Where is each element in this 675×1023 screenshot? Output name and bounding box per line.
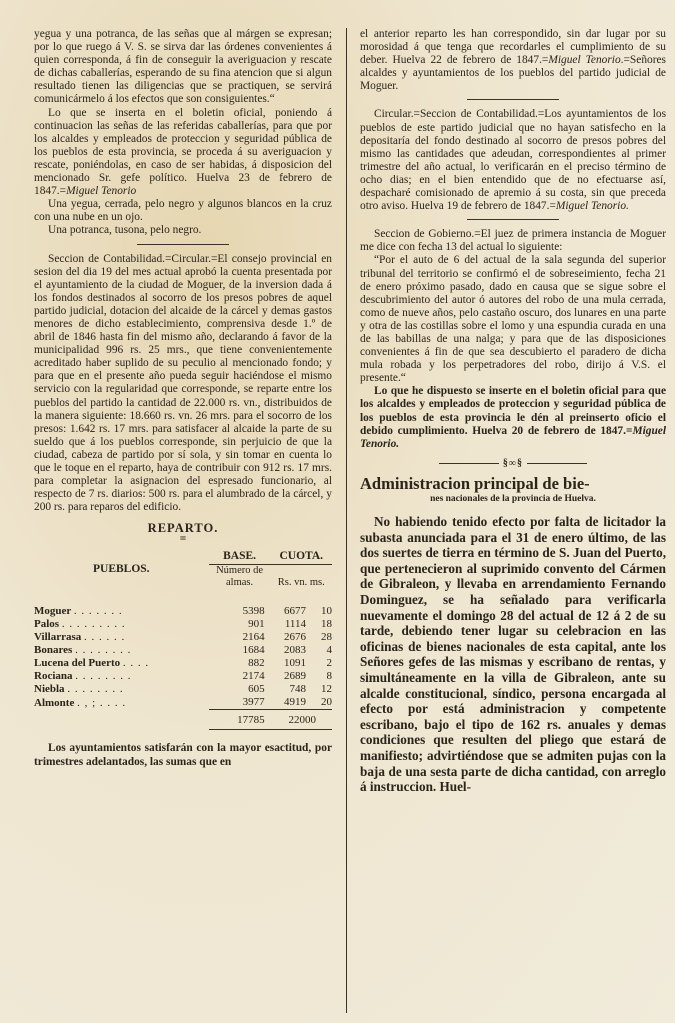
almas-value: 1684	[242, 644, 265, 657]
paragraph-contabilidad-circular: Seccion de Contabilidad.=Circular.=El consejo provincial en sesion del dia 19 del mes actual aprobó la cuenta presentada por el ayuntamiento de la ciudad de Moguer, de la inversion dada á los fondos destinados al socorro de los presos pobres de aquel partido judicial, dotacion del alcaide de la cárcel y demas gastos menores de dicho establecimiento, comprensiva desde 1.º de abril de 1846 hasta fin del mismo año, declarando á favor de la municipalidad 996 rs. 25 mrs., que tiene convenientemente acreditado haber suplido de su peculio al mencionado fondo; y para que en el presente año pueda seguir haciéndose el mismo servicio con la regularidad que corresponde, se reparte entre los pueblos del partido la cantidad de 22.000 rs. vn., distribuidos de la manera siguiente: 18.660 rs. vn. 26 mrs. para el socorro de los presos: 1.642 rs. 17 mrs. para satisfacer al alcaide la parte de su sueldo que á los pueblos corresponde, sin perjuicio de que la ciudad, cabeza de partido por sí sola, y sin tomar en cuenta lo que le toque en el reparto, haya de contribuir con 912 rs. 17 mrs. para completar la asignacion del espresado funcionario, al respecto de 7 rs. diarios: 500 rs. para el alumbrado de la cárcel, y 200 rs. para reparos del edificio.	[34, 252, 332, 514]
table-row	[34, 657, 332, 670]
col-header-base: BASE.	[209, 549, 271, 565]
section-heading: Administracion principal de bie-	[360, 473, 590, 493]
paragraph-yegua-description: Una yegua, cerrada, pelo negro y algunos blancos en la cruz con una nube en un ojo.	[34, 198, 332, 224]
column-rule	[346, 28, 347, 1013]
table-row	[34, 683, 332, 696]
section-subheading: nes nacionales de la provincia de Huelva.	[430, 493, 596, 504]
cuota-rs-value: 2689	[284, 670, 306, 683]
section-divider	[467, 99, 559, 100]
signature: Miguel Tenorio.	[360, 424, 666, 450]
section-divider	[467, 219, 559, 220]
table-row	[34, 631, 332, 644]
reparto-title: REPARTO.	[147, 521, 219, 536]
paragraph-dispuesto-inserte: Lo que he dispuesto se inserte en el boletin oficial para que los alcaldes y empleados de proteccion y seguridad pública de los pueblos de esta provincia le dén al preinserto oficio el debido cumplimiento. Huelva 20 de febrero de 1847.=Miguel Tenorio.	[360, 385, 666, 450]
signature: Miguel Tenorio.	[555, 200, 629, 213]
reparto-table	[34, 549, 332, 730]
almas-value: 901	[248, 618, 265, 631]
paragraph-reparto-continued: el anterior reparto les han correspondido, sin dar lugar por su morosidad á que tenga que recordarles el cumplimiento de su deber. Huelva 22 de febrero de 1847.=Miguel Tenorio.=Señores alcaldes y ayuntamientos de los pueblos del partido judicial de Moguer.	[360, 28, 666, 93]
paragraph-insert-notice: Lo que se inserta en el boletin oficial, poniendo á continuacion las señas de las referidas caballerías, para que por los alcaldes y empleados de proteccion y seguridad pública de los pueblos de esta provincia, se proceda á su averiguacion y rescate, poniéndolas, en caso de ser habidas, á disposicion del mencionado Sr. gefe político. Huelva 23 de febrero de 1847.=Miguel Tenorio	[34, 106, 332, 198]
cuota-rs-value: 2676	[284, 631, 306, 644]
signature: Miguel Tenorio	[66, 185, 137, 198]
paragraph-circular-presos: Circular.=Seccion de Contabilidad.=Los ayuntamientos de los pueblos de este partido judicial que no hayan satisfecho en la depositaría del fondo destinado al socorro de presos pobres del mismo las cantidades que adeudan, correspondientes al primer trimestre del año actual, lo verificarán en el preciso término de ocho dias; en el bien entendido que de no efectuarse así, despacharé comisionado de apremio á su costa, sin que preceda otro aviso. Huelva 19 de febrero de 1847.=Miguel Tenorio.	[360, 108, 666, 213]
left-column	[34, 28, 332, 769]
cuota-rs-value: 1091	[284, 657, 306, 670]
cuota-rs-value: 2083	[284, 644, 306, 657]
almas-value: 5398	[242, 605, 265, 618]
section-divider	[137, 244, 229, 245]
cuota-ms-value: 12	[321, 683, 332, 696]
cuota-ms-value: 4	[326, 644, 332, 657]
total-cuota: 22000	[271, 710, 332, 730]
signature: Miguel Tenorio	[548, 54, 621, 67]
almas-value: 2174	[242, 670, 265, 683]
pueblo-name: Almonte . , ; . . . .	[34, 696, 127, 709]
almas-value: 882	[248, 657, 265, 670]
table-row	[34, 644, 332, 657]
cuota-ms-value: 10	[321, 605, 332, 618]
almas-value: 3977	[242, 696, 265, 709]
ornament-divider: §∞§	[360, 457, 666, 470]
table-row	[34, 696, 332, 710]
cuota-ms-value: 18	[321, 618, 332, 631]
cuota-rs-value: 1114	[284, 618, 306, 631]
total-almas: 17785	[209, 710, 271, 730]
paragraph-subasta: No habiendo tenido efecto por falta de licitador la subasta anunciada para el 31 de enero último, de las dos suertes de tierra en término de S. Juan del Puerto, que pertenecieron al suprimido convento del Cármen de Gibraleon, y llevaba en arrendamiento Fernando Dominguez, se ha señalado para verificarla nuevamente el domingo 28 del actual de 12 á 2 de su tarde, debiendo tener lugar su celebracion en las oficinas de bienes nacionales de esta capital, ante los Señores gefes de las mismas y escribano de rentas, y simultáneamente en la villa de Gibraleon, ante su alcalde constitucional, síndico, persona encargada al efecto por está administracion y competente escribano, bajo el tipo de 162 rs. anuales y demas condiciones que resulten del pliego que estará de manifiesto; advirtiéndose que se admiten pujas con la baja de una sesta parte de dicha cantidad, con arreglo á instruccion. Huel-	[360, 514, 666, 795]
pueblo-name: Bonares . . . . . . . .	[34, 644, 132, 657]
table-row	[34, 618, 332, 631]
reparto-equals-mark: =	[179, 533, 187, 546]
pueblo-name: Rociana . . . . . . . .	[34, 670, 132, 683]
col-header-pueblos: PUEBLOS.	[93, 562, 150, 575]
cuota-rs-value: 6677	[284, 605, 306, 618]
pueblo-name: Lucena del Puerto . . . .	[34, 657, 150, 670]
pueblo-name: Niebla . . . . . . . .	[34, 683, 124, 696]
col-subheader-cuota: Rs. vn. ms.	[277, 577, 325, 589]
pueblo-name: Moguer . . . . . . .	[34, 605, 123, 618]
cuota-rs-value: 4919	[284, 696, 306, 709]
table-row	[34, 670, 332, 683]
col-header-cuota: CUOTA.	[271, 549, 332, 565]
cuota-rs-value: 748	[289, 683, 306, 696]
almas-value: 2164	[242, 631, 265, 644]
paragraph-yegua-letter: yegua y una potranca, de las señas que al márgen se expresan; por lo que ruego á V. S. se sirva dar las órdenes convenientes á quien corresponda, á fin de conseguir la averiguacion y rescate de dichas caballerías, esperando de su fina atencion que si algun resultado tienen las diligencias que se practiquen, se servirá comunicármelo á los efectos que son consiguientes.“	[34, 28, 332, 106]
cuota-ms-value: 20	[321, 696, 332, 709]
pueblo-name: Villarrasa . . . . . .	[34, 631, 126, 644]
pueblo-name: Palos . . . . . . . . .	[34, 618, 126, 631]
right-column	[360, 28, 666, 795]
paragraph-auto-mula: “Por el auto de 6 del actual de la sala segunda del superior tribunal del territorio se confirmó el de sobreseimiento, fecha 21 de enero próximo pasado, dado en causa que se sigue sobre el descubrimiento del autor ó autores del robo de una mula cerrada, como de nueve años, pelo castaño oscuro, dos lunares en una parte y otra de las costillas sobre el lomo y una espundia curada en una de las babillas de una nalga; y para que de las disposiciones convenientes á fin de que sea descubierto el paradero de dicha mula robada y los perpetradores del robo, dirijo á V.S. el presente.“	[360, 254, 666, 385]
table-row	[34, 605, 332, 618]
almas-value: 605	[248, 683, 265, 696]
paragraph-potranca-description: Una potranca, tusona, pelo negro.	[48, 224, 202, 237]
cuota-ms-value: 2	[326, 657, 332, 670]
paragraph-ayuntamientos-satisfaran: Los ayuntamientos satisfarán con la mayor esactitud, por trimestres adelantados, las sumas que en	[34, 742, 332, 768]
col-subheader-base: Número de almas.	[216, 565, 264, 589]
paragraph-seccion-gobierno: Seccion de Gobierno.=El juez de primera instancia de Moguer me dice con fecha 13 del actual lo siguiente:	[360, 228, 666, 254]
cuota-ms-value: 28	[321, 631, 332, 644]
cuota-ms-value: 8	[326, 670, 332, 683]
